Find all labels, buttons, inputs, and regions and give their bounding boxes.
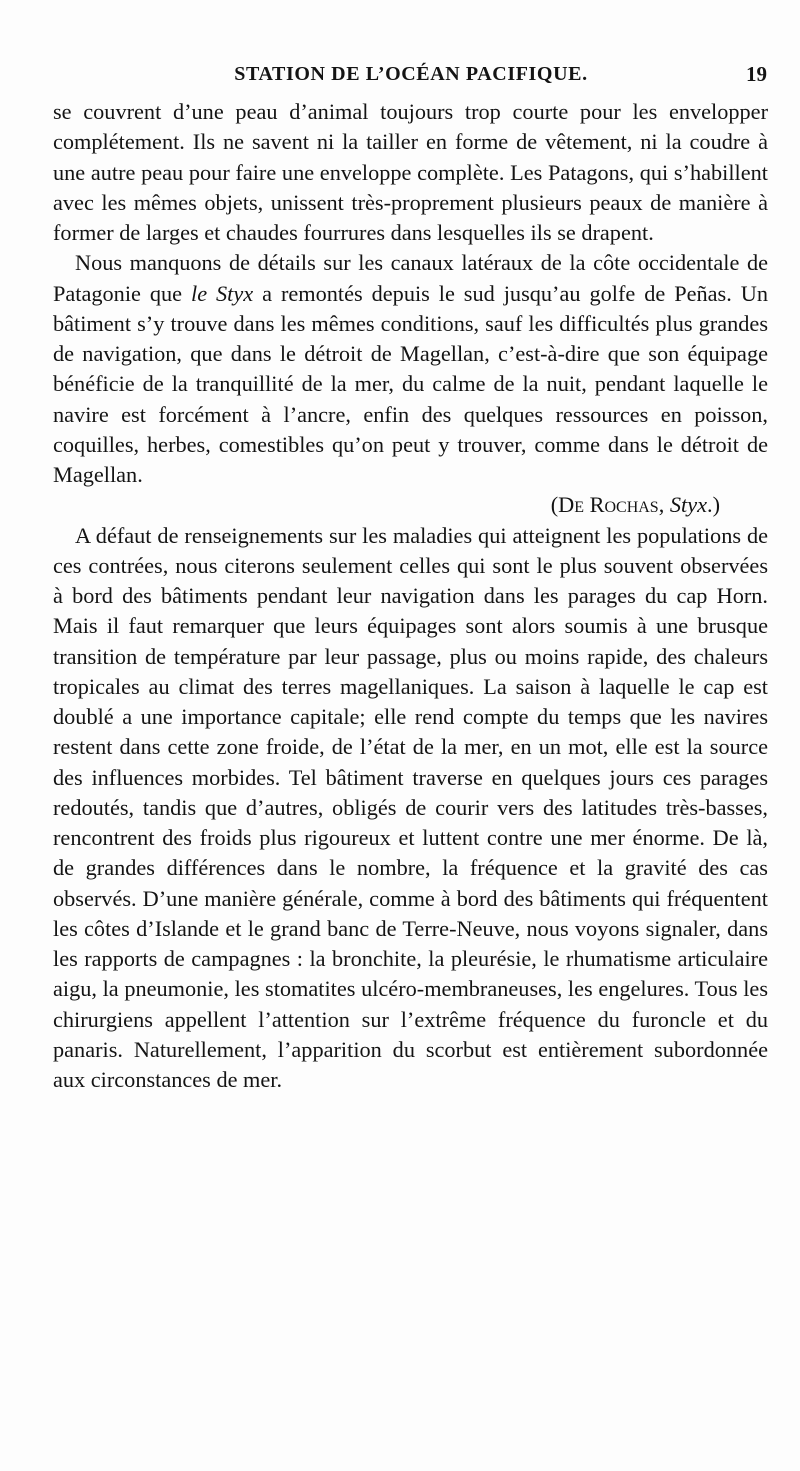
paragraph-diseases: A défaut de renseignements sur les maladies qui atteignent les populations de ces contrées, nous citerons seulement celles qui sont le plus souvent observées à bord des bâtiments pendant leur navigation dans les parages du cap Horn. Mais il faut remarquer que leurs équipages sont alors soumis à une brusque transition de température par leur passage, plus ou moins rapide, des chaleurs tropicales au climat des terres magellaniques. La saison à laquelle le cap est doublé a une importance capitale; elle rend compte du temps que les navires restent dans cette zone froide, de l’état de la mer, en un mot, elle est la source des influences morbides. Tel bâtiment traverse en quelques jours ces parages redoutés, tandis que d’autres, obligés de courir vers des latitudes très-basses, rencontrent des froids plus rigoureux et luttent contre une mer énorme. De là, de grandes différences dans le nombre, la fréquence et la gravité des cas observés. D’une manière générale, comme à bord des bâtiments qui fréquentent les côtes d’Islande et le grand banc de Terre-Neuve, nous voyons signaler, dans les rapports de campagnes : la bronchite, la pleurésie, le rhumatisme articulaire aigu, la pneumonie, les stomatites ulcéro-membraneuses, les engelures. Tous les chirurgiens appellent l’attention sur l’extrême fréquence du furoncle et du panaris. Naturellement, l’apparition du scorbut est entièrement subordonnée aux circonstances de mer. xyxy=(53,522,768,1092)
citation-author: De Rochas xyxy=(558,492,659,518)
citation-separator: , xyxy=(658,492,670,518)
paragraph-clothing: se couvrent d’une peau d’animal toujours trop courte pour les envelopper complétement. Ils ne savent ni la tailler en forme de vêtement, ni la coudre à une autre peau pour faire une enveloppe complète. Les Patagons, qui s’habillent avec les mêmes objets, unissent très-proprement plusieurs peaux de manière à former de larges et chaudes fourrures dans lesquelles ils se drapent. xyxy=(53,99,768,245)
paragraph-text-start: Nous manquons de détails sur les canaux latéraux de la côte occidentale de Patagonie que xyxy=(53,250,768,306)
page-number: 19 xyxy=(746,62,767,86)
running-title: STATION DE L’OCÉAN PACIFIQUE. xyxy=(234,63,588,85)
page-header xyxy=(55,60,767,94)
body-text xyxy=(53,97,768,1095)
citation-open: ( xyxy=(550,492,559,518)
citation-close: .) xyxy=(707,492,720,518)
citation-work: Styx xyxy=(669,492,707,518)
paragraph-text-end: a remontés depuis le sud jusqu’au golfe de Peñas. Un bâtiment s’y trouve dans les mêmes conditions, sauf les difficultés plus grandes de navigation, que dans le détroit de Magellan, c’est-à-dire que son équipage bénéficie de la tranquillité de la mer, du calme de la nuit, pendant laquelle le navire est forcément à l’ancre, enfin des quelques ressources en poisson, coquilles, herbes, comestibles qu’on peut y trouver, comme dans le détroit de Magellan. xyxy=(53,280,768,487)
ship-name: le Styx xyxy=(191,280,254,306)
citation-signature xyxy=(53,490,768,520)
paragraph-patagonia-channels xyxy=(53,248,768,490)
